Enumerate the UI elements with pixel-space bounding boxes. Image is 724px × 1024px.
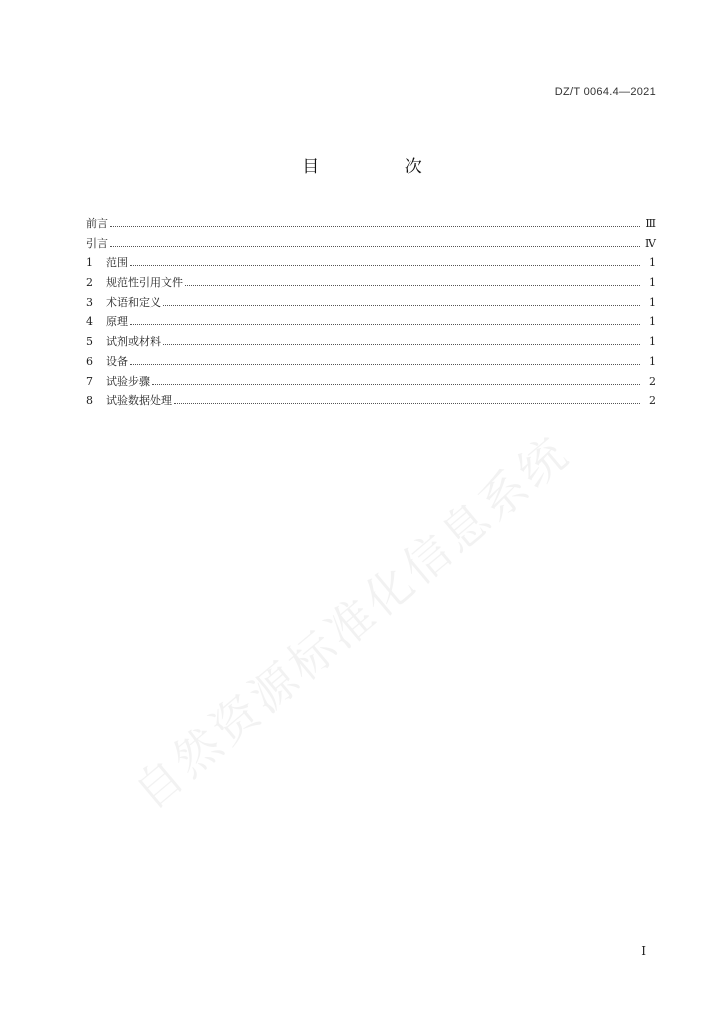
toc-row-data-processing[interactable] bbox=[86, 391, 656, 411]
standard-code: DZ/T 0064.4—2021 bbox=[554, 86, 656, 98]
toc-number: 1 bbox=[86, 256, 93, 270]
toc-page: 2 bbox=[649, 394, 656, 408]
toc-label: 引言 bbox=[86, 236, 108, 250]
toc-number: 5 bbox=[86, 335, 93, 349]
toc-leader bbox=[130, 265, 640, 266]
toc-leader bbox=[130, 364, 640, 365]
toc-leader bbox=[110, 246, 640, 247]
toc-page: Ⅲ bbox=[645, 217, 656, 230]
toc-leader bbox=[152, 384, 640, 385]
toc-row-foreword[interactable] bbox=[86, 214, 656, 234]
toc-leader bbox=[163, 305, 640, 306]
toc-leader bbox=[174, 403, 640, 404]
toc-row-principle[interactable] bbox=[86, 312, 656, 332]
toc-page: 2 bbox=[649, 374, 656, 388]
toc-label: 规范性引用文件 bbox=[106, 276, 183, 290]
page-number: Ⅰ bbox=[641, 944, 646, 958]
toc-row-apparatus[interactable] bbox=[86, 352, 656, 372]
toc-row-introduction[interactable] bbox=[86, 234, 656, 254]
toc-page: 1 bbox=[649, 335, 656, 349]
toc-number: 7 bbox=[86, 374, 93, 388]
toc-page: 1 bbox=[649, 276, 656, 290]
toc-label: 范围 bbox=[106, 256, 128, 270]
toc-leader bbox=[163, 344, 640, 345]
toc-leader bbox=[185, 285, 640, 286]
toc-page: 1 bbox=[649, 354, 656, 368]
table-of-contents bbox=[86, 214, 656, 411]
toc-label: 试验数据处理 bbox=[106, 394, 172, 408]
toc-label: 试验步骤 bbox=[106, 374, 150, 388]
page-title: 目 次 bbox=[302, 157, 462, 177]
toc-label: 前言 bbox=[86, 217, 108, 230]
toc-page: Ⅳ bbox=[645, 236, 656, 250]
toc-label: 原理 bbox=[106, 315, 128, 329]
toc-number: 2 bbox=[86, 276, 93, 290]
toc-row-scope[interactable] bbox=[86, 253, 656, 273]
toc-row-test-procedure[interactable] bbox=[86, 372, 656, 392]
toc-row-normative-references[interactable] bbox=[86, 273, 656, 293]
toc-row-reagents-materials[interactable] bbox=[86, 332, 656, 352]
toc-leader bbox=[130, 324, 640, 325]
toc-leader bbox=[110, 226, 640, 227]
toc-label: 术语和定义 bbox=[106, 295, 161, 309]
toc-number: 3 bbox=[86, 295, 93, 309]
toc-label: 设备 bbox=[106, 354, 128, 368]
toc-page: 1 bbox=[649, 315, 656, 329]
toc-number: 6 bbox=[86, 354, 93, 368]
toc-number: 8 bbox=[86, 394, 93, 408]
watermark: 自然资源标准化信息系统 bbox=[123, 424, 580, 820]
toc-page: 1 bbox=[649, 295, 656, 309]
toc-number: 4 bbox=[86, 315, 93, 329]
toc-row-terms-definitions[interactable] bbox=[86, 293, 656, 313]
toc-label: 试剂或材料 bbox=[106, 335, 161, 349]
toc-page: 1 bbox=[649, 256, 656, 270]
